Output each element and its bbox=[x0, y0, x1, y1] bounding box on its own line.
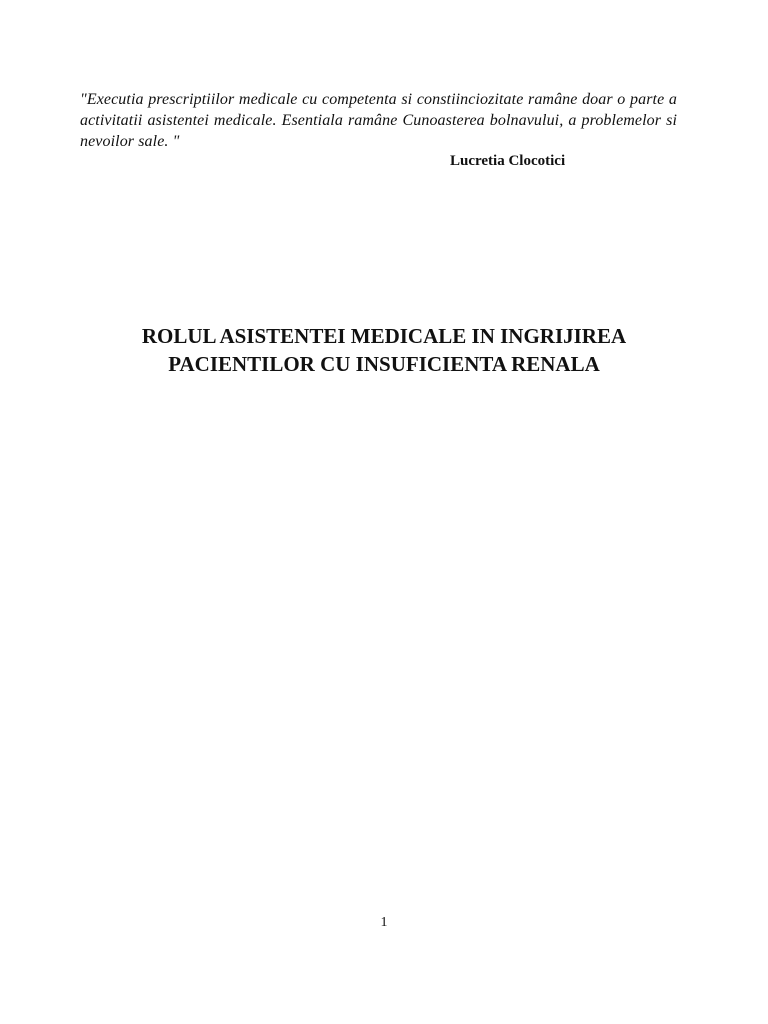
document-title-line-2: PACIENTILOR CU INSUFICIENTA RENALA bbox=[168, 352, 600, 376]
epigraph bbox=[80, 89, 677, 152]
document-title-line-1: ROLUL ASISTENTEI MEDICALE IN INGRIJIREA bbox=[141, 324, 627, 348]
document-title bbox=[84, 322, 684, 378]
epigraph-quote: "Executia prescriptiilor medicale cu competenta si constiinciozitate ramâne doar o parte a activitatii asistentei medicale. Esentiala ramâne Cunoasterea bolnavului, a problemelor si nevoilor sale. " bbox=[80, 91, 677, 150]
epigraph-author: Lucretia Clocotici bbox=[450, 153, 566, 169]
page-number: 1 bbox=[380, 915, 388, 930]
